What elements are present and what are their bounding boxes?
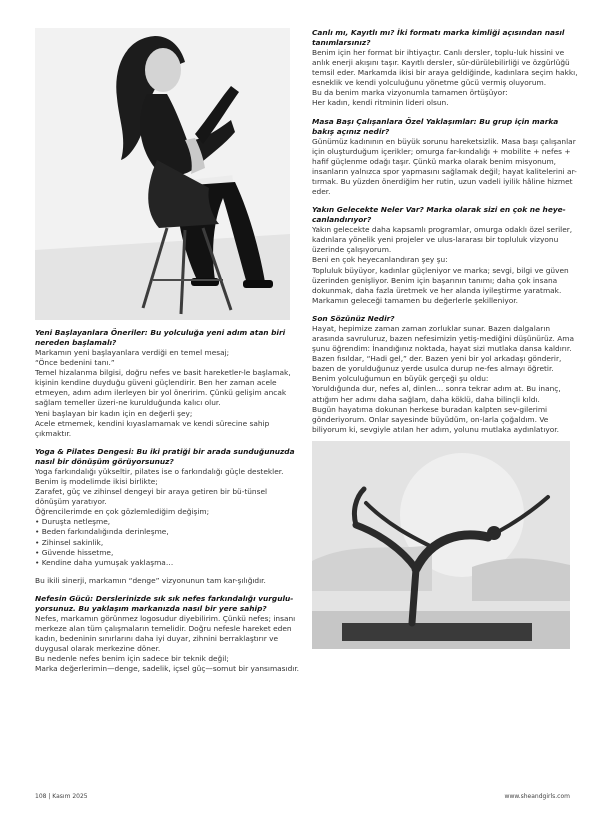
list-item: • Zihinsel sakinlik,: [35, 537, 104, 547]
left-column: [35, 28, 303, 674]
list-item: • Beden farkındalığında derinleşme,: [35, 527, 169, 537]
yoga-pose-illustration: [312, 441, 570, 649]
answer-line: Benim yolculuğumun en büyük gerçeği şu oldu:: [312, 374, 489, 384]
list-item: • Duruşta netleşme,: [35, 517, 111, 527]
answer-line: Bu ikili sinerji, markamın “denge” vizyonunun tam kar-şılığıdır.: [35, 575, 266, 585]
answer-line: Yoruldığunda dur, nefes al, dinlen… sonra tekrar adım at. Bu inanç, attığım her adımı daha sağlam, daha köklü, daha bilinçli kıldı.: [312, 384, 561, 404]
answer-line: Bazen fısıldar, “Hadi gel,” der. Bazen yeni bir yol arkadaşı gönderir, bazen de yorulduğunuz yerde usulca durup ne-fes almayı öğretir.: [312, 354, 562, 374]
answer-line: Nefes, markamın görünmez logosudur diyebilirim. Çünkü nefes; insanı merkeze alan tüm çalışmaların temelidir. Doğru nefesle hareket eden kadın, bedeninin sınırlarını daha iyi duyar, zihnini berraklaştırır ve duygusal olarak merkezine döner.: [35, 613, 296, 654]
answer-line: “Önce bedenini tanı.”: [35, 358, 115, 368]
section-last-words-question: Son Sözünüz Nedir?: [312, 313, 395, 323]
answer-line: Bu nedenle nefes benim için sadece bir teknik değil;: [35, 654, 229, 664]
right-column: [312, 28, 580, 649]
answer-line: Bu da benim marka vizyonumla tamamen örtüşüyor:: [312, 88, 508, 98]
answer-line: Acele etmemek, kendini kıyaslamamak ve kendi sürecine sahip çıkmaktır.: [35, 418, 270, 438]
section-yoga-pilates: [35, 447, 303, 586]
answer-line: Bugün hayatıma dokunan herkese buradan kalpten sev-gilerimi gönderiyorum. Onlar sayesinde büyüdüm, on-larla çoğaldım. Ve biliyorum ki, sevgiyle atılan her adım, yolunu mutlaka aydınlatıyor.: [312, 404, 559, 434]
answer-line: Temel hizalanma bilgisi, doğru nefes ve basit hareketler-le başlamak, kişinin kendine duyduğu güveni güçlendirir. Ben her zaman acele etmeyen, adım adım ilerleyen bir yol öneririm. Çünkü gelişim ancak sağlam temeller üzeri-ne kurulduğunda kalıcı olur.: [35, 368, 291, 408]
website-url[interactable]: www.sheandgirls.com: [504, 793, 570, 800]
answer-line: Beni en çok heyecanlandıran şey şu:: [312, 255, 448, 265]
section-desk-workers: [312, 117, 580, 198]
answer-line: Topluluk büyüyor, kadınlar güçleniyor ve marka; sevgi, bilgi ve güven üzerinden genişliyor. Benim için başarının tanımı; daha çok insana dokunmak, daha fazla üretmek ve her alanda iyileştirme yaratmak. Markamın geleceği tamamen bu değerlerle şekilleniyor.: [312, 265, 569, 305]
yoga-pose-photo: [312, 441, 570, 649]
section-beginners: [35, 328, 303, 439]
page-number: 108 | Kasım 2025: [35, 793, 88, 800]
section-live-recorded-question: Canlı mı, Kayıtlı mı? İki formatı marka kimliği açısından nasıl tanımlarsınız?: [312, 28, 565, 47]
answer-line: Yeni başlayan bir kadın için en değerli şey;: [35, 408, 193, 418]
woman-on-chair-photo: [35, 28, 290, 320]
section-live-recorded: [312, 28, 580, 109]
list-item: • Güvende hissetme,: [35, 547, 114, 557]
answer-line: Markamın yeni başlayanlara verdiği en temel mesaj;: [35, 348, 230, 357]
answer-line: Her kadın, kendi ritminin lideri olsun.: [312, 98, 449, 108]
section-desk-workers-question: Masa Başı Çalışanlara Özel Yaklaşımlar: Bu grup için marka bakış açınız nedir?: [312, 116, 559, 136]
woman-on-chair-illustration: [35, 28, 290, 320]
list-item: • Kendine daha yumuşak yaklaşma…: [35, 557, 174, 567]
answer-line: Yoga farkındalığı yükseltir, pilates ise o farkındalığı güçle destekler.: [35, 466, 284, 476]
section-last-words: [312, 314, 580, 435]
answer-line: Öğrencilerimde en çok gözlemlediğim değişim;: [35, 507, 210, 517]
answer-line: Zarafet, güç ve zihinsel dengeyi bir araya getiren bir bü-tünsel dönüşüm yaratıyor.: [35, 487, 268, 507]
answer-line: Benim iş modelimde ikisi birlikte;: [35, 476, 158, 486]
answer-line: Yakın gelecekte daha kapsamlı programlar, omurga odaklı özel seriler, kadınlara yönelik yeni projeler ve ulus-lararası bir topluluk vizyonu üzerinde çalışıyorum.: [312, 225, 573, 255]
section-breath: [35, 594, 303, 675]
answer-line: Hayat, hepimize zaman zaman zorluklar sunar. Bazen dalgaların arasında savruluruz, bazen nefesimizin yetiş-mediğini düşünürüz. Ama şunu öğrendim: İnandığınız noktada, hayat sizi mutlaka dansa kaldırır.: [312, 323, 575, 354]
section-breath-question: Nefesin Gücü: Derslerinizde sık sık nefes farkındalığı vurgulu-yorsunuz. Bu yaklaşım markanızda nasıl bir yere sahip?: [35, 593, 294, 613]
answer-line: Marka değerlerimin—denge, sadelik, içsel güç—somut bir yansımasıdır.: [35, 664, 300, 674]
section-yoga-pilates-question: Yoga & Pilates Dengesi: Bu iki pratiği bir arada sunduğunuzda nasıl bir dönüşüm görüyorsunuz?: [35, 446, 295, 466]
answer-line: Günümüz kadınının en büyük sorunu hareketsizlik. Masa başı çalışanlar için oluşturduğum içerikler; omurga far-kındalığı + mobilite + nefes + hafif güçlenme odağı taşır. Çünkü marka olarak benim misyonum, insanların yalnızca spor yapmasını sağlamak değil; hayat kalitelerini ar-tırmak. Bu yüzden önerdiğim her rutin, uzun vadeli iyilik hâline hizmet eder.: [312, 136, 577, 197]
answer-line: Benim için her format bir ihtiyaçtır. Canlı dersler, toplu-luk hissini ve anlık enerji akışını taşır. Kayıtlı dersler, sür-dürülebilirliği ve özgürlüğü temsil eder. Markamda ikisi bir araya geldiğinde, kadınlara seçim hakkı, esneklik ve kendi yolculuğunu yönetme gücü vermiş oluyorum.: [312, 48, 578, 88]
section-beginners-question: Yeni Başlayanlara Öneriler: Bu yolculuğa yeni adım atan biri nereden başlamalı?: [35, 328, 286, 347]
section-future: [312, 205, 580, 306]
section-future-question: Yakın Gelecekte Neler Var? Marka olarak sizi en çok ne heye-canlandırıyor?: [312, 205, 566, 225]
